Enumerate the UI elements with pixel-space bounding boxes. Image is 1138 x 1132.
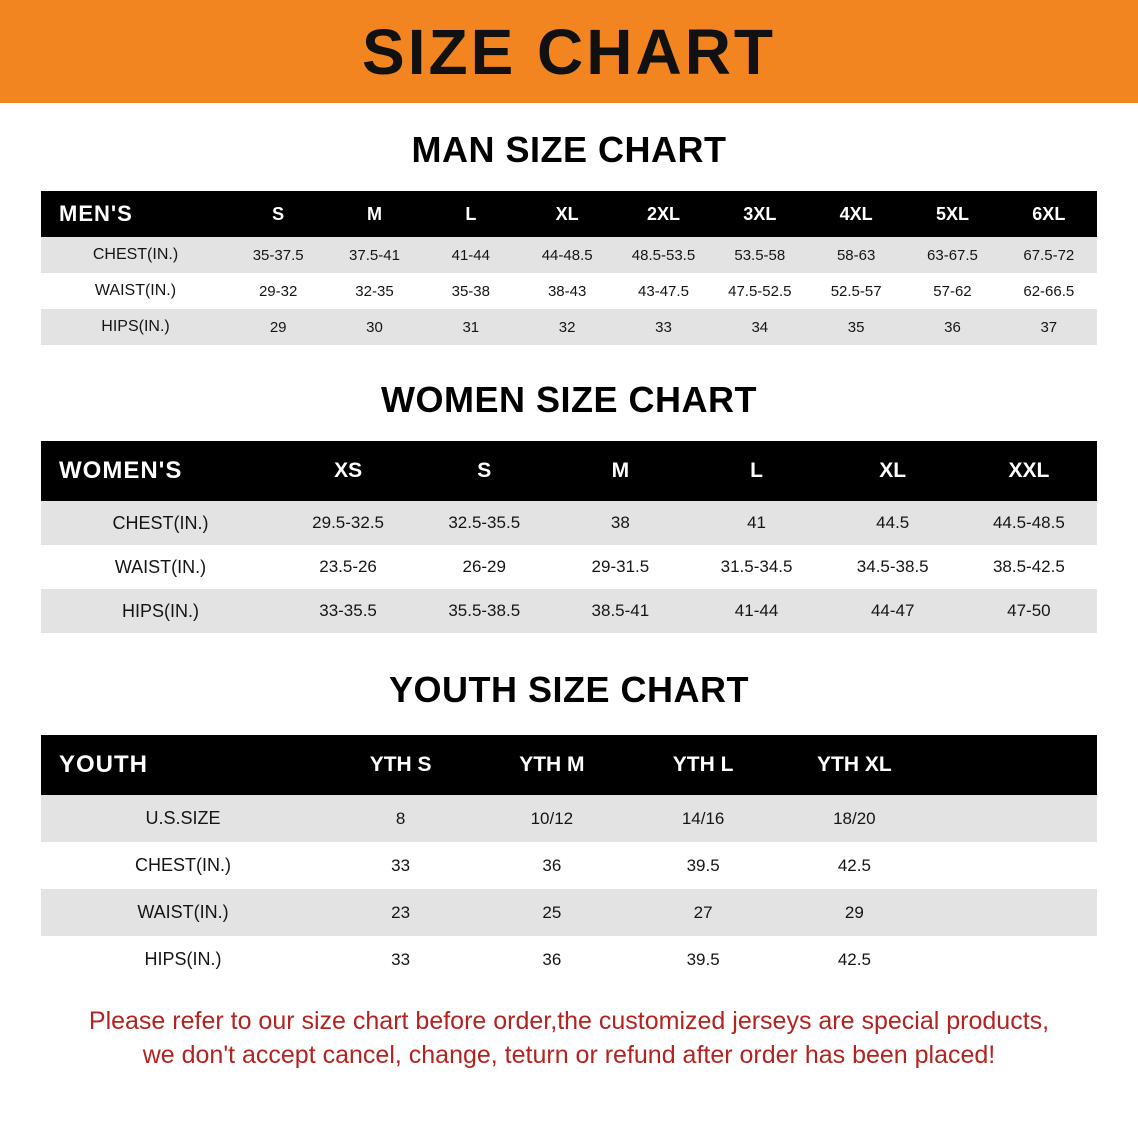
youth-row-label-2: WAIST(IN.) <box>41 889 325 936</box>
man-cell-2-0: 29 <box>230 309 326 345</box>
man-header-size-1: M <box>326 191 422 237</box>
man-cell-0-1: 37.5-41 <box>326 237 422 273</box>
man-header-size-5: 3XL <box>712 191 808 237</box>
banner <box>0 0 1138 103</box>
youth-section-title: YOUTH SIZE CHART <box>388 669 749 710</box>
youth-cell-2-3: 29 <box>779 889 930 936</box>
youth-table-header <box>41 735 1097 795</box>
women-table-header <box>41 441 1097 501</box>
women-cell-2-2: 38.5-41 <box>552 589 688 633</box>
man-cell-1-6: 52.5-57 <box>808 273 904 309</box>
man-cell-1-1: 32-35 <box>326 273 422 309</box>
man-cell-0-4: 48.5-53.5 <box>615 237 711 273</box>
youth-cell-1-0: 33 <box>325 842 476 889</box>
man-header-size-2: L <box>423 191 519 237</box>
youth-header-size-2: YTH L <box>628 735 779 795</box>
women-header-size-4: XL <box>825 441 961 501</box>
man-cell-0-6: 58-63 <box>808 237 904 273</box>
man-cell-1-5: 47.5-52.5 <box>712 273 808 309</box>
man-cell-2-4: 33 <box>615 309 711 345</box>
women-row-label-1: WAIST(IN.) <box>41 545 280 589</box>
table-row <box>41 501 1097 545</box>
table-row <box>41 589 1097 633</box>
women-header-size-2: M <box>552 441 688 501</box>
table-row <box>41 936 1097 983</box>
table-row <box>41 842 1097 889</box>
disclaimer-line-1: Please refer to our size chart before order,the customized jerseys are special products, <box>88 1007 1050 1035</box>
man-cell-1-8: 62-66.5 <box>1001 273 1097 309</box>
man-cell-0-2: 41-44 <box>423 237 519 273</box>
women-table-body <box>41 501 1097 633</box>
man-header-size-4: 2XL <box>615 191 711 237</box>
youth-cell-2-0: 23 <box>325 889 476 936</box>
women-cell-2-5: 47-50 <box>961 589 1097 633</box>
youth-header-spacer <box>930 735 1097 795</box>
man-cell-1-2: 35-38 <box>423 273 519 309</box>
table-row <box>41 237 1097 273</box>
women-header-size-3: L <box>688 441 824 501</box>
man-row-label-2: HIPS(IN.) <box>41 309 230 345</box>
women-size-table <box>41 441 1097 633</box>
table-row <box>41 545 1097 589</box>
youth-cell-1-1: 36 <box>476 842 627 889</box>
man-header-size-0: S <box>230 191 326 237</box>
women-cell-1-1: 26-29 <box>416 545 552 589</box>
man-header-size-7: 5XL <box>904 191 1000 237</box>
youth-cell-0-2: 14/16 <box>628 795 779 842</box>
women-cell-2-4: 44-47 <box>825 589 961 633</box>
disclaimer-line-2: we don't accept cancel, change, teturn or refund after order has been placed! <box>142 1040 996 1069</box>
man-cell-2-6: 35 <box>808 309 904 345</box>
youth-row-label-0: U.S.SIZE <box>41 795 325 842</box>
man-cell-0-0: 35-37.5 <box>230 237 326 273</box>
youth-header-size-1: YTH M <box>476 735 627 795</box>
table-row <box>41 273 1097 309</box>
youth-cell-3-0: 33 <box>325 936 476 983</box>
youth-header-size-3: YTH XL <box>779 735 930 795</box>
women-cell-1-4: 34.5-38.5 <box>825 545 961 589</box>
man-cell-0-7: 63-67.5 <box>904 237 1000 273</box>
man-table-header <box>41 191 1097 237</box>
women-cell-1-5: 38.5-42.5 <box>961 545 1097 589</box>
women-cell-1-2: 29-31.5 <box>552 545 688 589</box>
youth-cell-2-2: 27 <box>628 889 779 936</box>
youth-cell-1-2: 39.5 <box>628 842 779 889</box>
women-cell-2-3: 41-44 <box>688 589 824 633</box>
women-row-label-0: CHEST(IN.) <box>41 501 280 545</box>
man-cell-0-3: 44-48.5 <box>519 237 615 273</box>
youth-cell-1-3: 42.5 <box>779 842 930 889</box>
youth-cell-0-3: 18/20 <box>779 795 930 842</box>
man-header-size-8: 6XL <box>1001 191 1097 237</box>
youth-cell-0-0: 8 <box>325 795 476 842</box>
table-row <box>41 795 1097 842</box>
youth-cell-0-1: 10/12 <box>476 795 627 842</box>
youth-cell-3-3: 42.5 <box>779 936 930 983</box>
women-cell-0-1: 32.5-35.5 <box>416 501 552 545</box>
disclaimer-note <box>39 1005 1099 1073</box>
man-header-size-3: XL <box>519 191 615 237</box>
man-table-body <box>41 237 1097 345</box>
man-row-label-1: WAIST(IN.) <box>41 273 230 309</box>
women-cell-1-3: 31.5-34.5 <box>688 545 824 589</box>
man-header-label: MEN'S <box>41 191 230 237</box>
man-cell-2-3: 32 <box>519 309 615 345</box>
man-cell-1-7: 57-62 <box>904 273 1000 309</box>
man-cell-2-7: 36 <box>904 309 1000 345</box>
women-cell-0-0: 29.5-32.5 <box>280 501 416 545</box>
youth-size-table <box>41 735 1097 983</box>
table-header-row <box>41 441 1097 501</box>
man-cell-2-2: 31 <box>423 309 519 345</box>
women-size-table-wrap <box>41 441 1097 633</box>
women-cell-0-3: 41 <box>688 501 824 545</box>
man-cell-2-1: 30 <box>326 309 422 345</box>
man-cell-2-8: 37 <box>1001 309 1097 345</box>
women-header-label: WOMEN'S <box>41 441 280 501</box>
women-cell-0-5: 44.5-48.5 <box>961 501 1097 545</box>
man-cell-1-0: 29-32 <box>230 273 326 309</box>
man-row-label-0: CHEST(IN.) <box>41 237 230 273</box>
women-cell-2-0: 33-35.5 <box>280 589 416 633</box>
man-cell-0-8: 67.5-72 <box>1001 237 1097 273</box>
man-header-size-6: 4XL <box>808 191 904 237</box>
youth-cell-3-1: 36 <box>476 936 627 983</box>
youth-cell-2-spacer <box>930 889 1097 936</box>
man-size-table-wrap <box>41 191 1097 345</box>
table-row <box>41 309 1097 345</box>
man-size-table <box>41 191 1097 345</box>
youth-header-size-0: YTH S <box>325 735 476 795</box>
youth-cell-2-1: 25 <box>476 889 627 936</box>
youth-cell-3-2: 39.5 <box>628 936 779 983</box>
youth-table-body <box>41 795 1097 983</box>
women-cell-1-0: 23.5-26 <box>280 545 416 589</box>
youth-cell-0-spacer <box>930 795 1097 842</box>
youth-cell-1-spacer <box>930 842 1097 889</box>
women-cell-0-4: 44.5 <box>825 501 961 545</box>
women-cell-2-1: 35.5-38.5 <box>416 589 552 633</box>
women-row-label-2: HIPS(IN.) <box>41 589 280 633</box>
youth-header-label: YOUTH <box>41 735 325 795</box>
youth-size-table-wrap <box>41 735 1097 983</box>
man-cell-1-4: 43-47.5 <box>615 273 711 309</box>
women-header-size-1: S <box>416 441 552 501</box>
women-header-size-0: XS <box>280 441 416 501</box>
youth-row-label-1: CHEST(IN.) <box>41 842 325 889</box>
women-header-size-5: XXL <box>961 441 1097 501</box>
youth-cell-3-spacer <box>930 936 1097 983</box>
man-cell-2-5: 34 <box>712 309 808 345</box>
man-cell-0-5: 53.5-58 <box>712 237 808 273</box>
women-section-title: WOMEN SIZE CHART <box>381 379 757 420</box>
man-section-title: MAN SIZE CHART <box>411 129 727 170</box>
page-title: SIZE CHART <box>362 15 776 88</box>
women-cell-0-2: 38 <box>552 501 688 545</box>
table-row <box>41 889 1097 936</box>
table-header-row <box>41 735 1097 795</box>
table-header-row <box>41 191 1097 237</box>
youth-row-label-3: HIPS(IN.) <box>41 936 325 983</box>
man-cell-1-3: 38-43 <box>519 273 615 309</box>
